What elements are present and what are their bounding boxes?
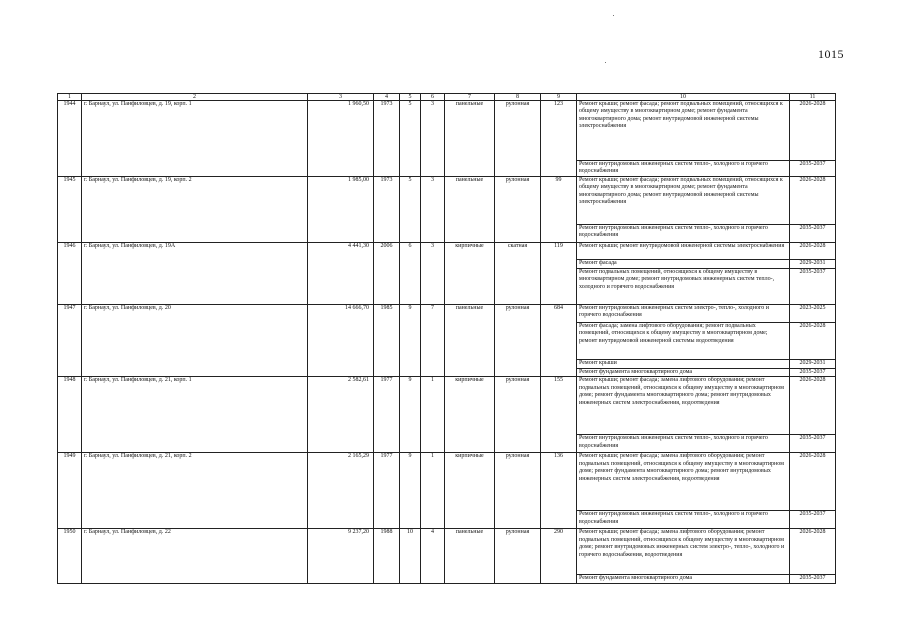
roof-type-cell: рулонная xyxy=(495,453,541,529)
repair-works-cell: Ремонт подвальных помещений, относящихся к общему имуществу в многоквартирном доме; ремонт внутридомовых инженерных систем тепло-, холодного и горячего водоснабжения xyxy=(577,269,790,305)
apartments-cell: 290 xyxy=(541,529,577,583)
table-row xyxy=(58,243,836,260)
repair-period-cell: 2026-2028 xyxy=(790,243,836,260)
floors-cell: 9 xyxy=(400,377,421,453)
row-number-cell: 1946 xyxy=(58,243,82,305)
repair-period-cell: 2035-2037 xyxy=(790,369,836,377)
floors-cell: 10 xyxy=(400,529,421,583)
year-cell: 1985 xyxy=(374,305,400,377)
floors-cell: 5 xyxy=(400,177,421,243)
roof-type-cell: рулонная xyxy=(495,377,541,453)
repair-period-cell: 2035-2037 xyxy=(790,435,836,453)
address-cell: г. Барнаул, ул. Панфиловцев, д. 22 xyxy=(82,529,308,583)
row-number-cell: 1949 xyxy=(58,453,82,529)
repair-works-cell: Ремонт фундамента многоквартирного дома xyxy=(577,369,790,377)
wall-material-cell: кирпичные xyxy=(445,377,495,453)
column-header-4: 4 xyxy=(374,94,400,101)
roof-type-cell: рулонная xyxy=(495,101,541,177)
wall-material-cell: кирпичные xyxy=(445,243,495,305)
column-header-7: 7 xyxy=(445,94,495,101)
entrances-cell: 1 xyxy=(421,453,445,529)
repair-works-cell: Ремонт фасада; замена лифтового оборудования; ремонт подвальных помещений, относящихся к общему имуществу в многоквартирном доме; ремонт внутридомовой инженерной системы водоотведения xyxy=(577,323,790,360)
apartments-cell: 99 xyxy=(541,177,577,243)
row-number-cell: 1945 xyxy=(58,177,82,243)
wall-material-cell: панельные xyxy=(445,529,495,583)
column-header-2: 2 xyxy=(82,94,308,101)
repair-works-cell: Ремонт крыши; ремонт фасада; ремонт подвальных помещений, относящихся к общему имуществу в многоквартирном доме; ремонт фундамента многоквартирного дома; ремонт внутридомовой инженерной системы электроснабжения xyxy=(577,177,790,225)
repair-period-cell: 2026-2028 xyxy=(790,453,836,511)
repair-period-cell: 2035-2037 xyxy=(790,161,836,177)
repair-works-cell: Ремонт внутридомовых инженерных систем тепло-, холодного и горячего водоснабжения xyxy=(577,225,790,243)
page-number: 1015 xyxy=(818,47,844,61)
repair-period-cell: 2035-2037 xyxy=(790,269,836,305)
address-cell: г. Барнаул, ул. Панфиловцев, д. 19, корп. 2 xyxy=(82,177,308,243)
table-row xyxy=(58,101,836,161)
repair-works-cell: Ремонт внутридомовых инженерных систем тепло-, холодного и горячего водоснабжения xyxy=(577,435,790,453)
column-header-10: 10 xyxy=(577,94,790,101)
repair-period-cell: 2035-2037 xyxy=(790,511,836,529)
wall-material-cell: панельные xyxy=(445,177,495,243)
floors-cell: 6 xyxy=(400,243,421,305)
row-number-cell: 1947 xyxy=(58,305,82,377)
column-header-9: 9 xyxy=(541,94,577,101)
roof-type-cell: скатная xyxy=(495,243,541,305)
repair-period-cell: 2029-2031 xyxy=(790,260,836,269)
address-cell: г. Барнаул, ул. Панфиловцев, д. 21, корп. 2 xyxy=(82,453,308,529)
entrances-cell: 4 xyxy=(421,529,445,583)
row-number-cell: 1950 xyxy=(58,529,82,583)
area-cell: 2 582,61 xyxy=(308,377,374,453)
table-row xyxy=(58,453,836,511)
address-cell: г. Барнаул, ул. Панфиловцев, д. 19А xyxy=(82,243,308,305)
area-cell: 2 165,29 xyxy=(308,453,374,529)
housing-repair-table xyxy=(57,93,836,584)
repair-period-cell: 2026-2028 xyxy=(790,529,836,575)
year-cell: 1977 xyxy=(374,453,400,529)
repair-period-cell: 2026-2028 xyxy=(790,377,836,435)
row-number-cell: 1944 xyxy=(58,101,82,177)
area-cell: 14 666,70 xyxy=(308,305,374,377)
repair-works-cell: Ремонт внутридомовых инженерных систем электро-, тепло-, холодного и горячего водоснабжения xyxy=(577,305,790,323)
wall-material-cell: панельные xyxy=(445,101,495,177)
repair-works-cell: Ремонт крыши; ремонт фасада; замена лифтового оборудования; ремонт подвальных помещений, относящихся к общему имуществу в многоквартирном доме; ремонт внутридомовых инженерных систем электро-, тепло-, холодного и горячего водоснабжения, водоотведения xyxy=(577,529,790,575)
repair-works-cell: Ремонт крыши; ремонт фасада; замена лифтового оборудования; ремонт подвальных помещений, относящихся к общему имуществу в многоквартирном доме; ремонт фундамента многоквартирного дома; ремонт внутридомовых инженерных систем электроснабжения, водоотведения xyxy=(577,453,790,511)
wall-material-cell: панельные xyxy=(445,305,495,377)
repair-works-cell: Ремонт фасада xyxy=(577,260,790,269)
repair-period-cell: 2026-2028 xyxy=(790,323,836,360)
floors-cell: 5 xyxy=(400,101,421,177)
repair-period-cell: 2026-2028 xyxy=(790,101,836,161)
column-header-11: 11 xyxy=(790,94,836,101)
address-cell: г. Барнаул, ул. Панфиловцев, д. 19, корп. 1 xyxy=(82,101,308,177)
repair-works-cell: Ремонт внутридомовых инженерных систем тепло-, холодного и горячего водоснабжения xyxy=(577,161,790,177)
column-header-6: 6 xyxy=(421,94,445,101)
area-cell: 9 237,20 xyxy=(308,529,374,583)
apartments-cell: 155 xyxy=(541,377,577,453)
apartments-cell: 119 xyxy=(541,243,577,305)
column-header-3: 3 xyxy=(308,94,374,101)
address-cell: г. Барнаул, ул. Панфиловцев, д. 21, корп. 1 xyxy=(82,377,308,453)
roof-type-cell: рулонная xyxy=(495,305,541,377)
apartments-cell: 136 xyxy=(541,453,577,529)
apartments-cell: 123 xyxy=(541,101,577,177)
entrances-cell: 1 xyxy=(421,377,445,453)
entrances-cell: 3 xyxy=(421,177,445,243)
roof-type-cell: рулонная xyxy=(495,177,541,243)
repair-works-cell: Ремонт внутридомовых инженерных систем тепло-, холодного и горячего водоснабжения xyxy=(577,511,790,529)
table-row xyxy=(58,305,836,323)
repair-period-cell: 2023-2025 xyxy=(790,305,836,323)
scan-speck xyxy=(605,62,606,63)
repair-works-cell: Ремонт крыши; ремонт фасада; замена лифтового оборудования; ремонт подвальных помещений, относящихся к общему имуществу в многоквартирном доме; ремонт фундамента многоквартирного дома; ремонт внутридомовых инженерных систем электроснабжения, водоотведения xyxy=(577,377,790,435)
roof-type-cell: рулонная xyxy=(495,529,541,583)
year-cell: 1988 xyxy=(374,529,400,583)
row-number-cell: 1948 xyxy=(58,377,82,453)
column-header-1: 1 xyxy=(58,94,82,101)
year-cell: 1973 xyxy=(374,101,400,177)
repair-works-cell: Ремонт крыши; ремонт фасада; ремонт подвальных помещений, относящихся к общему имуществу в многоквартирном доме; ремонт фундамента многоквартирного дома; ремонт внутридомовой инженерной системы электроснабжения xyxy=(577,101,790,161)
repair-period-cell: 2029-2031 xyxy=(790,360,836,369)
year-cell: 2006 xyxy=(374,243,400,305)
table-row xyxy=(58,529,836,575)
scan-speck xyxy=(613,15,614,16)
repair-period-cell: 2026-2028 xyxy=(790,177,836,225)
column-header-8: 8 xyxy=(495,94,541,101)
year-cell: 1973 xyxy=(374,177,400,243)
column-header-5: 5 xyxy=(400,94,421,101)
apartments-cell: 684 xyxy=(541,305,577,377)
area-cell: 1 985,00 xyxy=(308,177,374,243)
repair-works-cell: Ремонт фундамента многоквартирного дома xyxy=(577,575,790,583)
address-cell: г. Барнаул, ул. Панфиловцев, д. 20 xyxy=(82,305,308,377)
year-cell: 1977 xyxy=(374,377,400,453)
repair-period-cell: 2035-2037 xyxy=(790,225,836,243)
entrances-cell: 3 xyxy=(421,243,445,305)
table-row xyxy=(58,177,836,225)
entrances-cell: 7 xyxy=(421,305,445,377)
area-cell: 1 960,50 xyxy=(308,101,374,177)
area-cell: 4 441,30 xyxy=(308,243,374,305)
entrances-cell: 3 xyxy=(421,101,445,177)
column-number-header-row xyxy=(58,94,836,101)
table-row xyxy=(58,377,836,435)
repair-period-cell: 2035-2037 xyxy=(790,575,836,583)
repair-works-cell: Ремонт крыши; ремонт внутридомовой инженерной системы электроснабжения xyxy=(577,243,790,260)
floors-cell: 9 xyxy=(400,305,421,377)
floors-cell: 9 xyxy=(400,453,421,529)
repair-works-cell: Ремонт крыши xyxy=(577,360,790,369)
wall-material-cell: кирпичные xyxy=(445,453,495,529)
table-body xyxy=(58,101,836,584)
